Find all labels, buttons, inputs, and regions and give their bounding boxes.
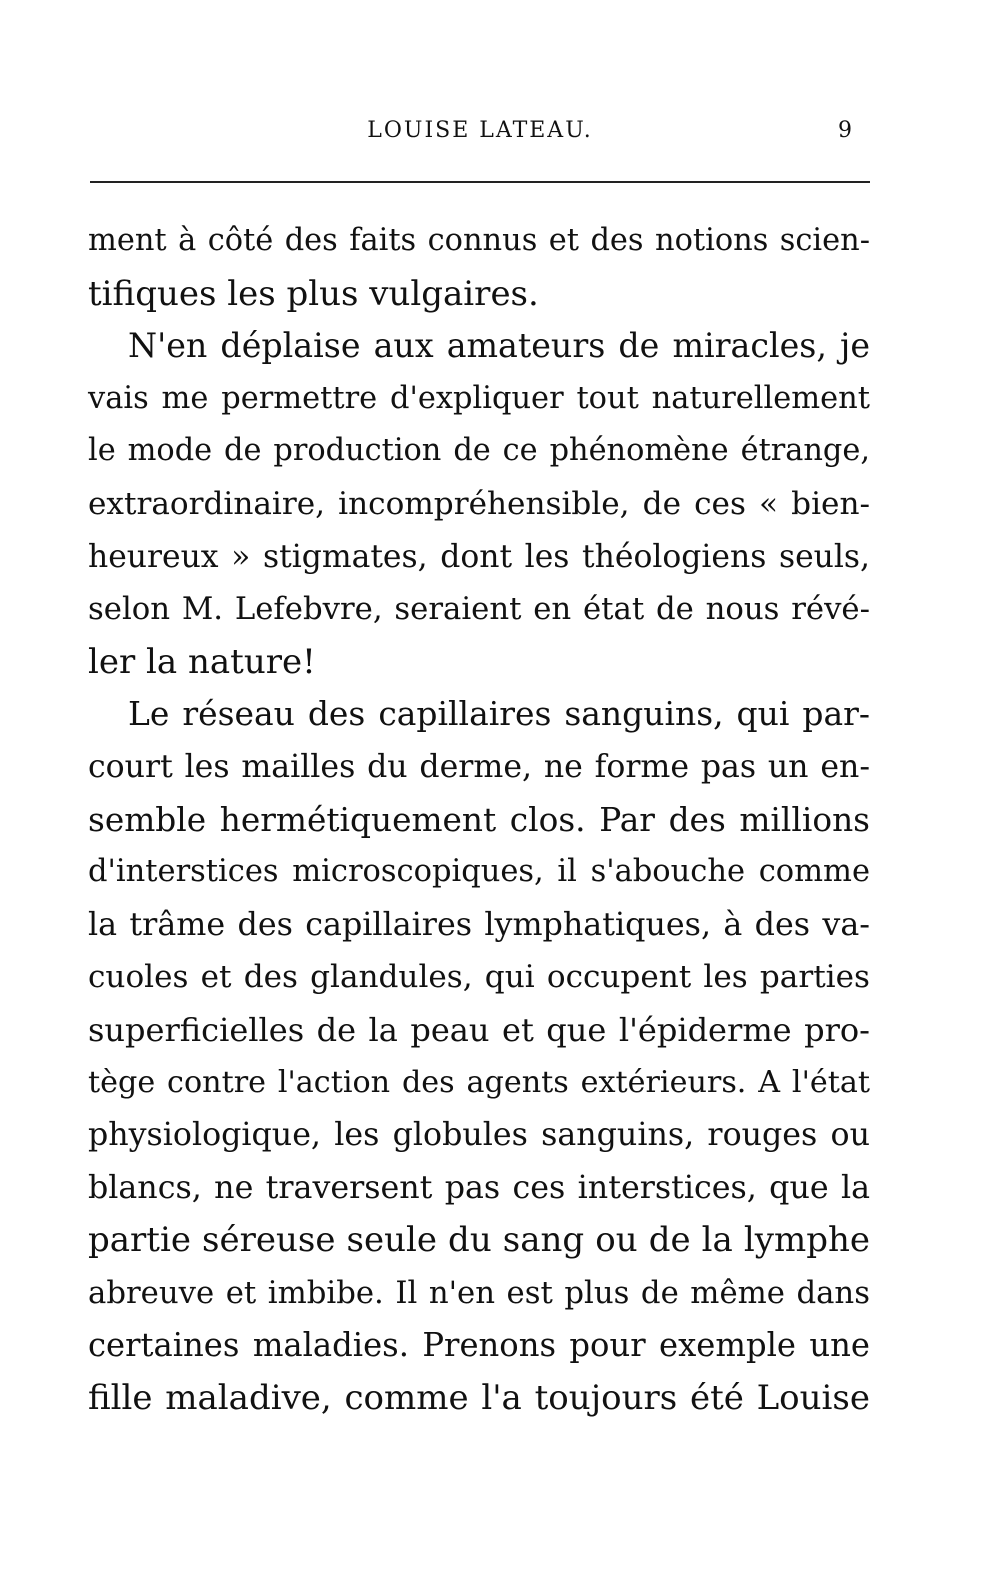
- text-line: Le réseau des capillaires sanguins, qui par-: [128, 694, 870, 734]
- text-line: la trâme des capillaires lymphatiques, à des va-: [88, 906, 870, 943]
- text-line: N'en déplaise aux amateurs de miracles, je: [128, 326, 870, 366]
- text-line: tifiques les plus vulgaires.: [88, 273, 539, 314]
- text-line: selon M. Lefebvre, seraient en état de nous révé-: [88, 591, 870, 628]
- text-line: physiologique, les globules sanguins, rouges ou: [88, 1117, 870, 1154]
- text-line: certaines maladies. Prenons pour exemple une: [88, 1326, 870, 1365]
- page-number: 9: [838, 118, 852, 143]
- text-line: blancs, ne traversent pas ces interstices, que la: [88, 1169, 870, 1206]
- text-line: ler la nature!: [88, 641, 316, 682]
- text-line: cuoles et des glandules, qui occupent les parties: [88, 959, 870, 996]
- text-line: partie séreuse seule du sang ou de la lymphe: [88, 1220, 870, 1261]
- text-line: le mode de production de ce phénomène étrange,: [88, 433, 870, 469]
- text-line: heureux » stigmates, dont les théologiens seuls,: [88, 538, 870, 575]
- text-line: superficielles de la peau et que l'épiderme pro-: [88, 1010, 870, 1049]
- text-line: fille maladive, comme l'a toujours été Louise: [88, 1378, 870, 1419]
- text-line: extraordinaire, incompréhensible, de ces « bien-: [88, 485, 870, 522]
- header-rule: [90, 181, 870, 183]
- text-line: court les mailles du derme, ne forme pas un en-: [88, 748, 870, 785]
- running-title: LOUISE LATEAU.: [367, 118, 593, 143]
- text-line: d'interstices microscopiques, il s'abouche comme: [88, 854, 870, 890]
- text-line: semble hermétiquement clos. Par des millions: [88, 800, 870, 839]
- text-line: tège contre l'action des agents extérieurs. A l'état: [88, 1064, 870, 1100]
- body-text: [88, 215, 870, 1425]
- running-head: [90, 112, 870, 152]
- text-line: ment à côté des faits connus et des notions scien-: [88, 223, 870, 258]
- text-line: vais me permettre d'expliquer tout naturellement: [88, 380, 870, 416]
- text-line: abreuve et imbibe. Il n'en est plus de même dans: [88, 1274, 870, 1311]
